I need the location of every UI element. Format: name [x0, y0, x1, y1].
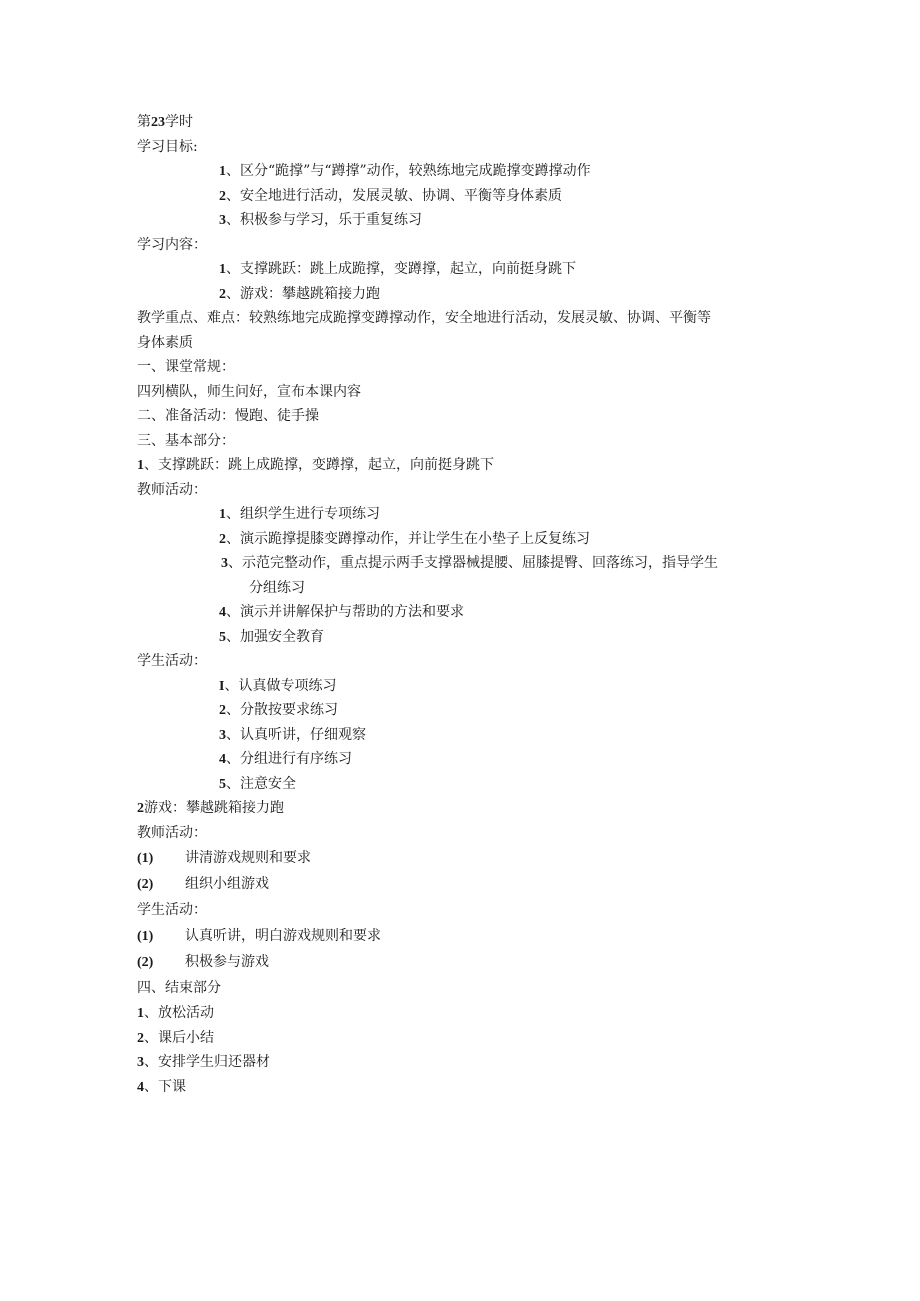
- key-points-line1: 教学重点、难点：较熟练地完成跪撑变蹲撑动作，安全地进行活动，发展灵敏、协调、平衡等: [137, 310, 711, 326]
- goal-item: [137, 159, 777, 184]
- teacher-item-text: 、组织学生进行专项练习: [226, 506, 380, 522]
- content-item: [137, 257, 777, 282]
- game-student-item: [137, 923, 777, 949]
- teacher-item: [137, 600, 777, 625]
- game-teacher-item-number: (1): [137, 851, 154, 866]
- student-item-text: 、认真做专项练习: [224, 677, 337, 694]
- game-student-heading: 学生活动：: [137, 902, 207, 918]
- lesson-title: [137, 110, 777, 135]
- ending-item: [137, 1075, 777, 1100]
- game-number: 2: [137, 801, 144, 816]
- student-item: [137, 723, 777, 748]
- game-heading: [137, 796, 777, 821]
- teacher-item-number: 2: [219, 531, 226, 547]
- basic-heading: 三、基本部分：: [137, 432, 235, 449]
- student-item-number: I: [219, 678, 225, 694]
- teacher-item-number: 5: [219, 629, 226, 645]
- student-item-text: 、分组进行有序练习: [226, 751, 352, 767]
- student-item: [137, 747, 777, 772]
- game-student-item-text: 认真听讲，明白游戏规则和要求: [185, 928, 381, 944]
- student-item-number: 2: [219, 703, 226, 718]
- game-teacher-item-text: 组织小组游戏: [185, 876, 269, 892]
- goal-number: 2: [219, 188, 226, 204]
- ending-item: [137, 1001, 777, 1026]
- goal-text: 、区分“跪撑”与“蹲撑”动作，较熟练地完成跪撑变蹲撑动作: [226, 163, 591, 179]
- goal-number: 3: [219, 213, 226, 228]
- game-student-item-text: 积极参与游戏: [185, 954, 269, 970]
- ending-item-text: 、下课: [144, 1078, 186, 1095]
- game-student-item-number: (1): [137, 929, 154, 944]
- teacher-item-text: 、加强安全教育: [226, 628, 324, 645]
- ending-item-number: 3: [137, 1055, 144, 1070]
- ending-item: [137, 1026, 777, 1051]
- teacher-item-text: 、演示并讲解保护与帮助的方法和要求: [226, 604, 464, 620]
- teacher-heading: 教师活动：: [137, 481, 207, 498]
- game-teacher-item-number: (2): [137, 877, 154, 892]
- student-item-text: 、分散按要求练习: [226, 702, 338, 718]
- teacher-item-continuation: 分组练习: [249, 579, 305, 596]
- teacher-item-text: 、示范完整动作，重点提示两手支撑器械提腰、屈膝提臀、回落练习，指导学生: [228, 555, 718, 571]
- goal-item: [137, 184, 777, 209]
- goal-number: 1: [219, 164, 226, 179]
- content-item: [137, 282, 777, 307]
- key-points-line2: 身体素质: [137, 334, 193, 351]
- content-text: 、支撑跳跃：跳上成跪撑，变蹲撑，起立，向前挺身跳下: [226, 261, 576, 277]
- content-heading: 学习内容：: [137, 236, 207, 253]
- student-item: [137, 698, 777, 723]
- student-heading: 学生活动：: [137, 653, 207, 669]
- game-text: 游戏：攀越跳箱接力跑: [144, 800, 284, 816]
- teacher-item: [137, 625, 777, 650]
- ending-item-number: 1: [137, 1006, 144, 1021]
- game-teacher-item: [137, 845, 777, 871]
- goal-text: 、积极参与学习，乐于重复练习: [226, 212, 422, 228]
- teacher-item-number: 1: [219, 507, 226, 522]
- game-teacher-heading: 教师活动：: [137, 824, 207, 841]
- basic-item-text: 、支撑跳跃：跳上成跪撑，变蹲撑，起立，向前挺身跳下: [144, 457, 494, 473]
- basic-item-1: [137, 453, 777, 478]
- student-item-number: 3: [219, 727, 226, 743]
- teacher-item-number: 3: [221, 556, 228, 571]
- student-item-number: 5: [219, 776, 226, 792]
- student-item: [137, 772, 777, 797]
- teacher-item: [137, 527, 777, 552]
- student-item-number: 4: [219, 752, 226, 767]
- content-number: 2: [219, 286, 226, 302]
- teacher-item: [137, 551, 777, 576]
- student-item-text: 、认真听讲，仔细观察: [226, 726, 366, 743]
- ending-item-text: 、放松活动: [144, 1005, 214, 1021]
- ending-item-number: 4: [137, 1079, 144, 1095]
- ending-item-text: 、课后小结: [144, 1029, 214, 1046]
- content-number: 1: [219, 262, 226, 277]
- title-prefix: 第: [137, 114, 151, 130]
- teacher-item-number: 4: [219, 605, 226, 620]
- routine-heading: 一、课堂常规：: [137, 359, 235, 375]
- game-student-item-number: (2): [137, 955, 154, 970]
- basic-item-number: 1: [137, 458, 144, 473]
- teacher-item-text: 、演示跪撑提膝变蹲撑动作，并让学生在小垫子上反复练习: [226, 530, 590, 547]
- ending-heading: 四、结束部分: [137, 980, 221, 996]
- goal-item: [137, 208, 777, 233]
- goal-text: 、安全地进行活动，发展灵敏、协调、平衡等身体素质: [226, 187, 562, 204]
- routine-text: 四列横队，师生问好，宣布本课内容: [137, 383, 361, 400]
- game-teacher-item-text: 讲清游戏规则和要求: [185, 850, 311, 866]
- ending-item-number: 2: [137, 1030, 144, 1046]
- student-item-text: 、注意安全: [226, 775, 296, 792]
- game-student-item: [137, 949, 777, 975]
- ending-item: [137, 1050, 777, 1075]
- game-teacher-item: [137, 871, 777, 897]
- content-text: 、游戏：攀越跳箱接力跑: [226, 285, 380, 302]
- teacher-item: [137, 502, 777, 527]
- prep-text: 二、准备活动：慢跑、徒手操: [137, 408, 319, 424]
- goals-heading: 学习目标:: [137, 138, 198, 155]
- student-item: [137, 674, 777, 699]
- title-number: 23: [151, 115, 165, 130]
- title-suffix: 学时: [165, 114, 193, 130]
- ending-item-text: 、安排学生归还器材: [144, 1054, 270, 1070]
- lesson-plan-document: [137, 110, 777, 1099]
